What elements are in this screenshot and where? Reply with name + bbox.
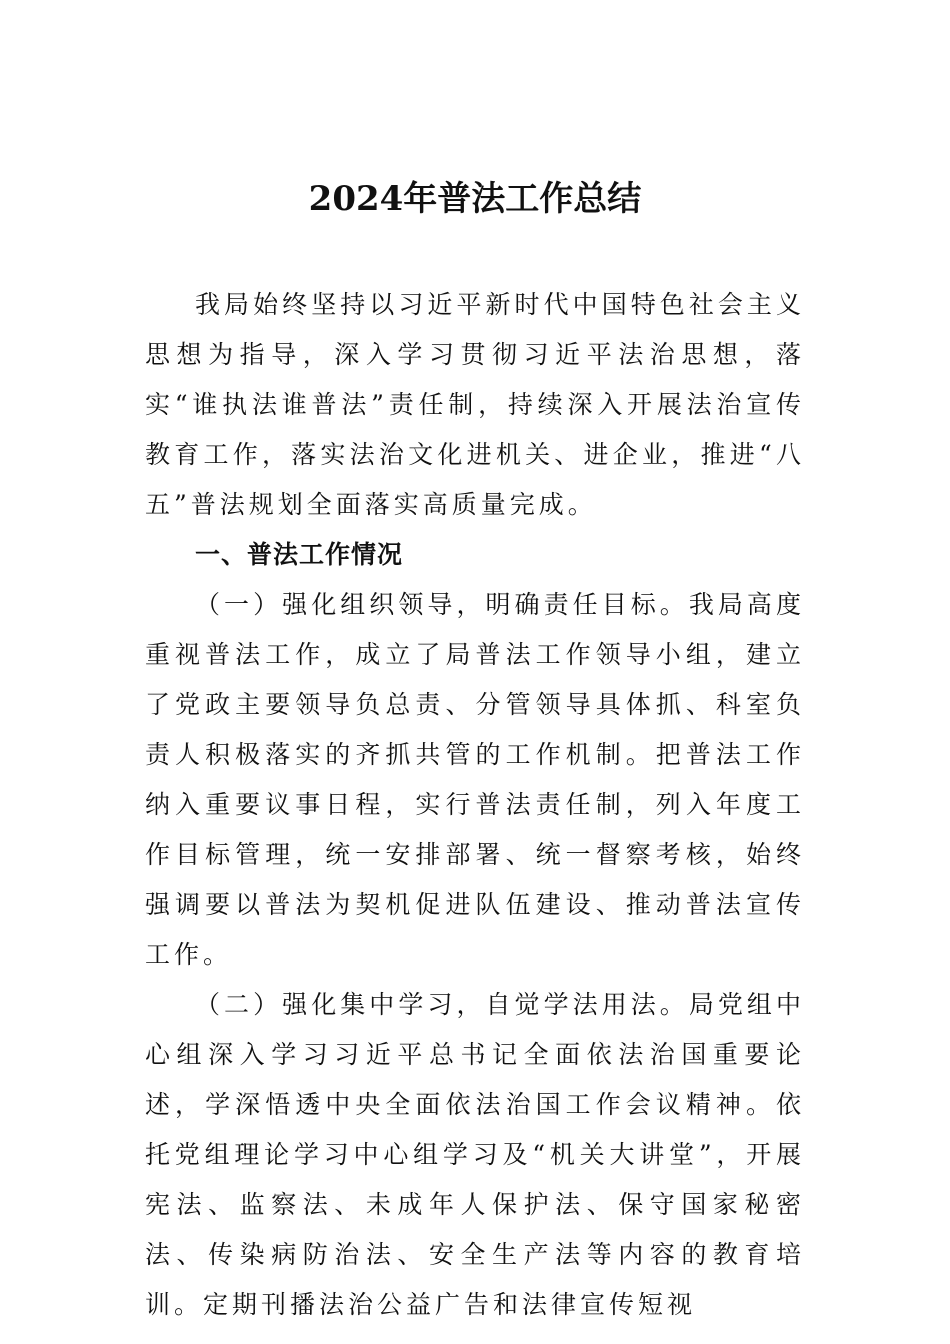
intro-paragraph: 我局始终坚持以习近平新时代中国特色社会主义思想为指导，深入学习贯彻习近平法治思想，落实“谁执法谁普法”责任制，持续深入开展法治宣传教育工作，落实法治文化进机关、进企业，推进“八五”普法规划全面落实高质量完成。 [145,290,805,519]
paragraph-organization: （一）强化组织领导，明确责任目标。我局高度重视普法工作，成立了局普法工作领导小组，建立了党政主要领导负总责、分管领导具体抓、科室负责人积极落实的齐抓共管的工作机制。把普法工作纳入重要议事日程，实行普法责任制，列入年度工作目标管理，统一安排部署、统一督察考核，始终强调要以普法为契机促进队伍建设、推动普法宣传工作。 [145,590,805,969]
document-body [145,280,805,1330]
paragraph-study: （二）强化集中学习，自觉学法用法。局党组中心组深入学习习近平总书记全面依法治国重要论述，学深悟透中央全面依法治国工作会议精神。依托党组理论学习中心组学习及“机关大讲堂”，开展宪法、监察法、未成年人保护法、保守国家秘密法、传染病防治法、安全生产法等内容的教育培训。定期刊播法治公益广告和法律宣传短视 [145,990,805,1319]
document-title: 2024年普法工作总结 [308,179,642,219]
section-heading: 一、普法工作情况 [195,540,404,569]
